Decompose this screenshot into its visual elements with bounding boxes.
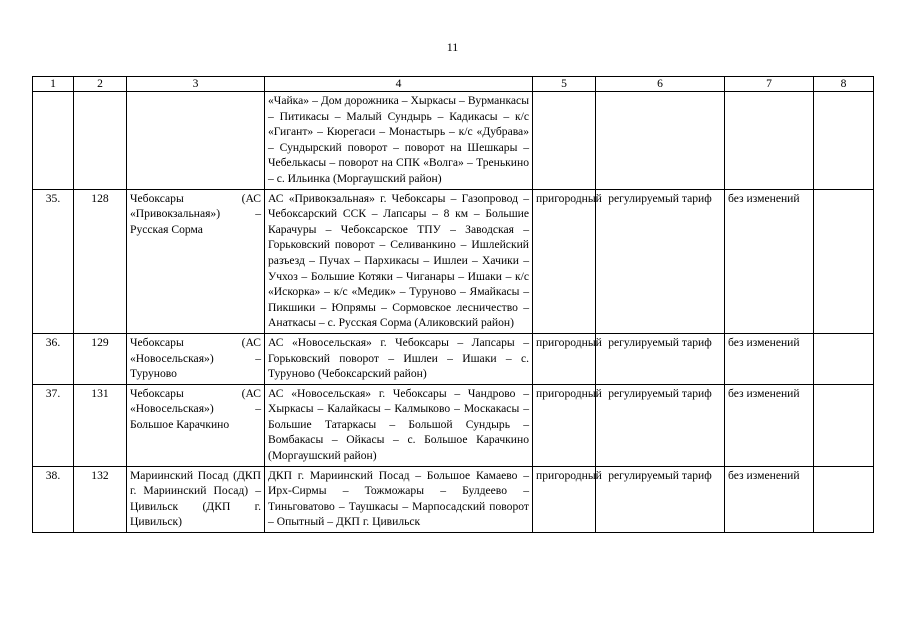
route-tariff: регулируемый тариф <box>596 189 725 333</box>
route-path: ДКП г. Мариинский Посад – Большое Камаево – Ирх-Сирмы – Тожможары – Булдеево – Тиньговатово – Таушкасы – Марпосадский поворот – Опытный – ДКП г. Цивильск <box>265 466 533 532</box>
route-type: пригородный <box>533 189 596 333</box>
route-note <box>814 92 874 190</box>
table-row <box>33 333 874 384</box>
route-type: пригородный <box>533 333 596 384</box>
header-col-2: 2 <box>74 77 127 92</box>
table-row <box>33 384 874 466</box>
row-number: 35. <box>33 189 74 333</box>
header-col-3: 3 <box>127 77 265 92</box>
header-col-5: 5 <box>533 77 596 92</box>
route-path: «Чайка» – Дом дорожника – Хыркасы – Вурманкасы – Питикасы – Малый Сундырь – Кадикасы – к/с «Гигант» – Кюрегаси – Монастырь – к/с «Дубрава» – Сундырский поворот – поворот на Шешкары – Чебелькасы – поворот на СПК «Волга» – Тренькино – с. Ильинка (Моргаушский район) <box>265 92 533 190</box>
route-type: пригородный <box>533 466 596 532</box>
route-name: Чебоксары (АС «Новосельская») – Большое Карачкино <box>127 384 265 466</box>
route-number: 131 <box>74 384 127 466</box>
route-number: 128 <box>74 189 127 333</box>
row-number <box>33 92 74 190</box>
header-col-4: 4 <box>265 77 533 92</box>
header-col-6: 6 <box>596 77 725 92</box>
route-change: без изменений <box>725 333 814 384</box>
route-name: Чебоксары (АС «Привокзальная») – Русская Сорма <box>127 189 265 333</box>
route-note <box>814 333 874 384</box>
table-row <box>33 189 874 333</box>
route-note <box>814 384 874 466</box>
route-change <box>725 92 814 190</box>
route-note <box>814 189 874 333</box>
route-note <box>814 466 874 532</box>
header-row <box>33 77 874 92</box>
header-col-8: 8 <box>814 77 874 92</box>
row-number: 37. <box>33 384 74 466</box>
route-name: Мариинский Посад (ДКП г. Мариинский Посад) – Цивильск (ДКП г. Цивильск) <box>127 466 265 532</box>
table-row <box>33 92 874 190</box>
routes-table <box>32 76 874 533</box>
route-number: 132 <box>74 466 127 532</box>
route-tariff: регулируемый тариф <box>596 466 725 532</box>
route-tariff: регулируемый тариф <box>596 333 725 384</box>
route-type <box>533 92 596 190</box>
route-change: без изменений <box>725 384 814 466</box>
route-path: АС «Новосельская» г. Чебоксары – Чандрово – Хыркасы – Калайкасы – Калмыково – Москакасы – Большие Татаркасы – Большой Сундырь – Вомбакасы – Ойкасы – с. Большое Карачкино (Моргаушский район) <box>265 384 533 466</box>
page-number: 11 <box>446 40 459 54</box>
route-number: 129 <box>74 333 127 384</box>
route-path: АС «Привокзальная» г. Чебоксары – Газопровод – Чебоксарский ССК – Лапсары – 8 км – Большие Карачуры – Чебоксарское ТПУ – Заводская – Горьковский поворот – Селиванкино – Ишлейский разъезд – Пучах – Пархикасы – Ишлеи – Хачики – Учхоз – Большие Котяки – Чиганары – Ишаки – к/с «Искорка» – к/с «Медик» – Туруново – Ямайкасы – Пикшики – Юпрямы – Сормовское лесничество – Анаткасы – с. Русская Сорма (Аликовский район) <box>265 189 533 333</box>
table-row <box>33 466 874 532</box>
route-name: Чебоксары (АС «Новосельская») – Туруново <box>127 333 265 384</box>
row-number: 38. <box>33 466 74 532</box>
route-name <box>127 92 265 190</box>
route-number <box>74 92 127 190</box>
header-col-1: 1 <box>33 77 74 92</box>
route-tariff <box>596 92 725 190</box>
route-tariff: регулируемый тариф <box>596 384 725 466</box>
route-change: без изменений <box>725 466 814 532</box>
route-type: пригородный <box>533 384 596 466</box>
route-change: без изменений <box>725 189 814 333</box>
header-col-7: 7 <box>725 77 814 92</box>
row-number: 36. <box>33 333 74 384</box>
route-path: АС «Новосельская» г. Чебоксары – Лапсары – Горьковский поворот – Ишлеи – Ишаки – с. Туруново (Чебоксарский район) <box>265 333 533 384</box>
